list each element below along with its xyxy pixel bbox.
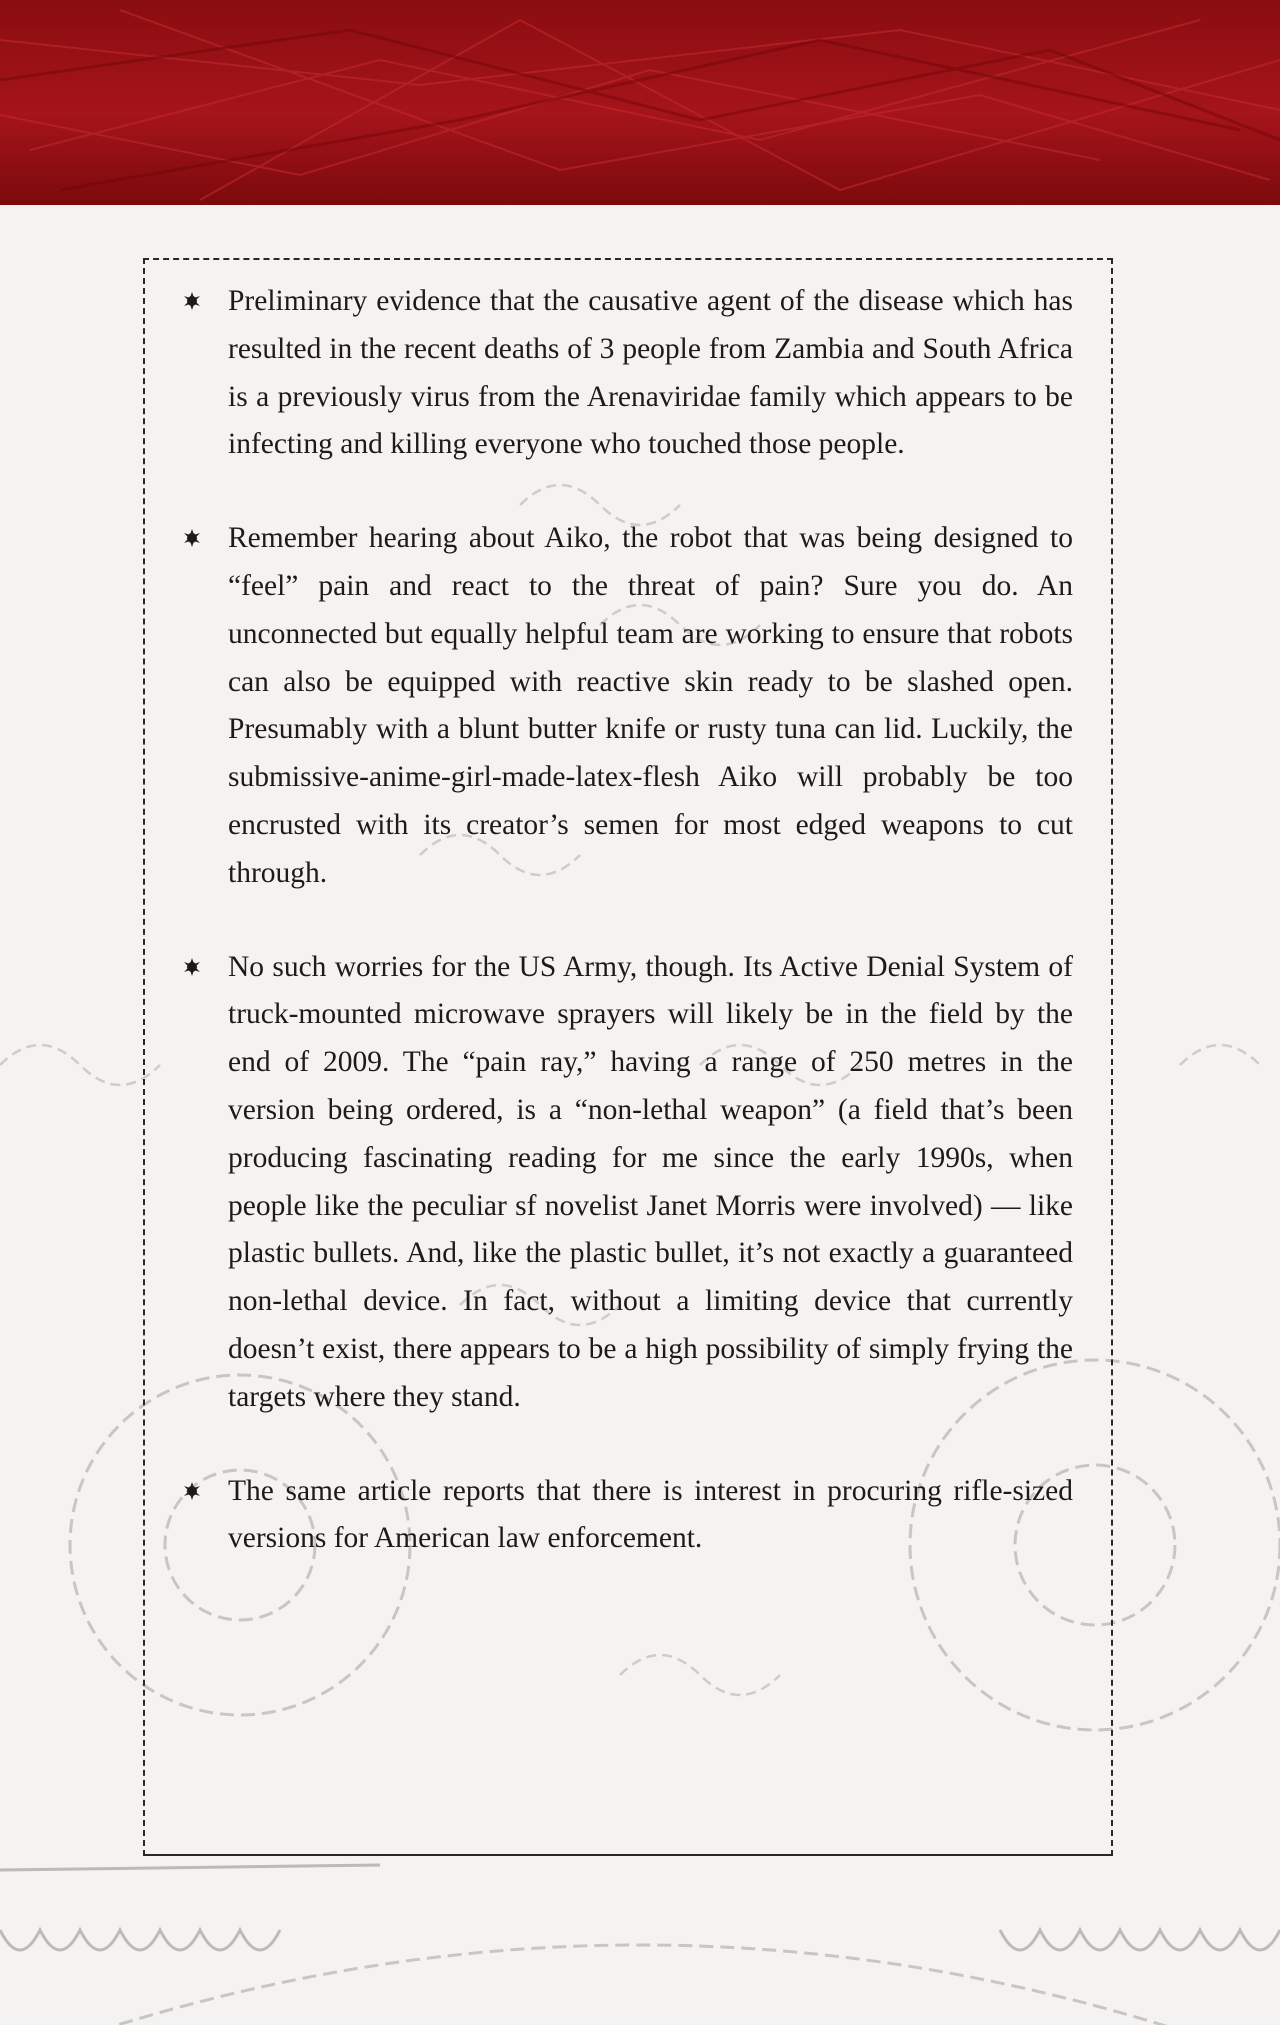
scratch-texture (0, 0, 1280, 205)
bullet-text: No such worries for the US Army, though. Its Active Denial System of truck-mounted microwave sprayers will likely be in the field by the end of 2009. The “pain ray,” having a range of 250 metres in the version being ordered, is a “non-lethal weapon” (a field that’s been producing fascinating reading for me since the early 1990s, when people like the peculiar sf novelist Janet Morris were involved) — like plastic bullets. And, like the plastic bullet, it’s not exactly a guaranteed non-lethal device. In fact, without a limiting device that currently doesn’t exist, there appears to be a high possibility of simply frying the targets where they stand. (228, 950, 1073, 1413)
bullet-item (180, 278, 1073, 469)
bullet-text: The same article reports that there is interest in procuring rifle-sized versions for American law enforcement. (228, 1474, 1073, 1555)
burst-bullet-icon (183, 958, 201, 976)
bullet-item (180, 944, 1073, 1422)
header-banner (0, 0, 1280, 205)
burst-bullet-icon (183, 529, 201, 547)
bullet-text: Preliminary evidence that the causative agent of the disease which has resulted in the recent deaths of 3 people from Zambia and South Africa is a previously virus from the Arenaviridae family which appears to be infecting and killing everyone who touched those people. (228, 285, 1073, 461)
bullet-item (180, 515, 1073, 897)
burst-bullet-icon (183, 1482, 201, 1500)
bullet-text: Remember hearing about Aiko, the robot that was being designed to “feel” pain and react to the threat of pain? Sure you do. An unconnected but equally helpful team are working to ensure that robots can also be equipped with reactive skin ready to be slashed open. Presumably with a blunt butter knife or rusty tuna can lid. Luckily, the submissive-anime-girl-made-latex-flesh Aiko will probably be too encrusted with its creator’s semen for most edged weapons to cut through. (228, 522, 1073, 889)
bullet-list (180, 278, 1073, 1609)
burst-bullet-icon (183, 292, 201, 310)
bullet-item (180, 1468, 1073, 1564)
